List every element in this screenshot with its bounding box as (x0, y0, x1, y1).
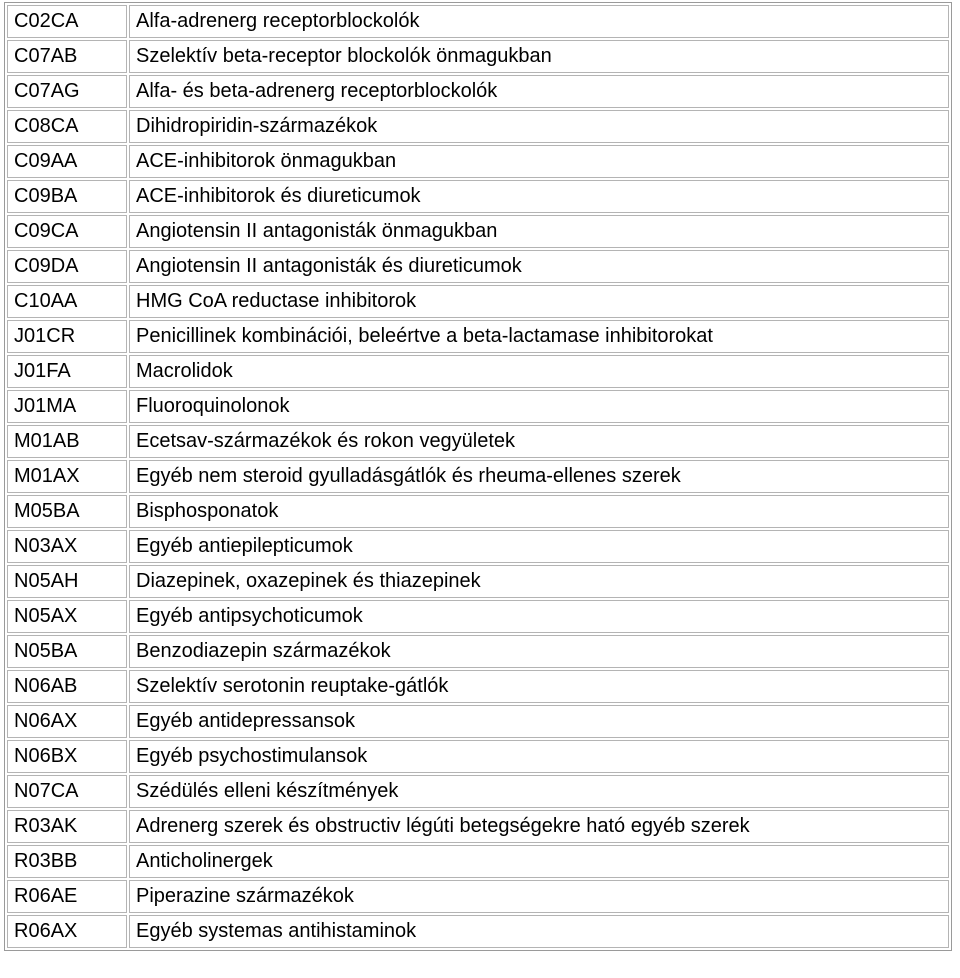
atc-code-cell: N05AH (7, 565, 127, 598)
table-row (7, 215, 949, 248)
description-cell: HMG CoA reductase inhibitorok (129, 285, 949, 318)
description-cell: Egyéb nem steroid gyulladásgátlók és rheuma-ellenes szerek (129, 460, 949, 493)
description-cell: Bisphosponatok (129, 495, 949, 528)
description-cell: Angiotensin II antagonisták és diureticumok (129, 250, 949, 283)
description-cell: Angiotensin II antagonisták önmagukban (129, 215, 949, 248)
description-cell: Szelektív serotonin reuptake-gátlók (129, 670, 949, 703)
atc-code-cell: C07AG (7, 75, 127, 108)
description-cell: Macrolidok (129, 355, 949, 388)
table-row (7, 705, 949, 738)
atc-code-cell: C07AB (7, 40, 127, 73)
atc-code-cell: R03BB (7, 845, 127, 878)
table-row (7, 565, 949, 598)
description-cell: Egyéb psychostimulansok (129, 740, 949, 773)
atc-code-cell: M05BA (7, 495, 127, 528)
table-row (7, 180, 949, 213)
table-row (7, 880, 949, 913)
description-cell: Szédülés elleni készítmények (129, 775, 949, 808)
description-cell: Szelektív beta-receptor blockolók önmagukban (129, 40, 949, 73)
atc-code-cell: J01FA (7, 355, 127, 388)
description-cell: Alfa- és beta-adrenerg receptorblockolók (129, 75, 949, 108)
table-row (7, 110, 949, 143)
atc-code-table (4, 2, 952, 951)
description-cell: Egyéb antiepilepticumok (129, 530, 949, 563)
table-row (7, 740, 949, 773)
table-row (7, 250, 949, 283)
table-row (7, 320, 949, 353)
table-row (7, 810, 949, 843)
atc-code-cell: N03AX (7, 530, 127, 563)
description-cell: Egyéb antidepressansok (129, 705, 949, 738)
table-row (7, 40, 949, 73)
atc-code-cell: C10AA (7, 285, 127, 318)
atc-code-cell: C09BA (7, 180, 127, 213)
atc-code-cell: N06BX (7, 740, 127, 773)
atc-code-cell: C09DA (7, 250, 127, 283)
description-cell: Anticholinergek (129, 845, 949, 878)
atc-code-cell: R06AX (7, 915, 127, 948)
description-cell: Piperazine származékok (129, 880, 949, 913)
table-row (7, 915, 949, 948)
atc-code-cell: N05BA (7, 635, 127, 668)
table-row (7, 530, 949, 563)
description-cell: Diazepinek, oxazepinek és thiazepinek (129, 565, 949, 598)
atc-code-cell: R06AE (7, 880, 127, 913)
table-row (7, 495, 949, 528)
atc-code-cell: J01MA (7, 390, 127, 423)
table-row (7, 355, 949, 388)
description-cell: Benzodiazepin származékok (129, 635, 949, 668)
atc-code-cell: R03AK (7, 810, 127, 843)
description-cell: ACE-inhibitorok és diureticumok (129, 180, 949, 213)
atc-code-cell: C09AA (7, 145, 127, 178)
table-row (7, 670, 949, 703)
table-row (7, 775, 949, 808)
description-cell: Egyéb systemas antihistaminok (129, 915, 949, 948)
atc-code-cell: N06AX (7, 705, 127, 738)
table-row (7, 600, 949, 633)
table-body (7, 5, 949, 948)
atc-code-cell: M01AB (7, 425, 127, 458)
description-cell: Adrenerg szerek és obstructiv légúti betegségekre ható egyéb szerek (129, 810, 949, 843)
description-cell: ACE-inhibitorok önmagukban (129, 145, 949, 178)
atc-code-cell: N05AX (7, 600, 127, 633)
atc-code-cell: J01CR (7, 320, 127, 353)
description-cell: Penicillinek kombinációi, beleértve a beta-lactamase inhibitorokat (129, 320, 949, 353)
atc-code-cell: C08CA (7, 110, 127, 143)
table-row (7, 145, 949, 178)
table-row (7, 635, 949, 668)
description-cell: Alfa-adrenerg receptorblockolók (129, 5, 949, 38)
table-row (7, 845, 949, 878)
atc-code-cell: C09CA (7, 215, 127, 248)
table-row (7, 425, 949, 458)
description-cell: Egyéb antipsychoticumok (129, 600, 949, 633)
description-cell: Fluoroquinolonok (129, 390, 949, 423)
description-cell: Dihidropiridin-származékok (129, 110, 949, 143)
table-row (7, 390, 949, 423)
table-row (7, 75, 949, 108)
atc-code-cell: C02CA (7, 5, 127, 38)
table-row (7, 460, 949, 493)
atc-code-cell: N06AB (7, 670, 127, 703)
table-row (7, 5, 949, 38)
atc-code-cell: M01AX (7, 460, 127, 493)
description-cell: Ecetsav-származékok és rokon vegyületek (129, 425, 949, 458)
atc-code-cell: N07CA (7, 775, 127, 808)
table-row (7, 285, 949, 318)
